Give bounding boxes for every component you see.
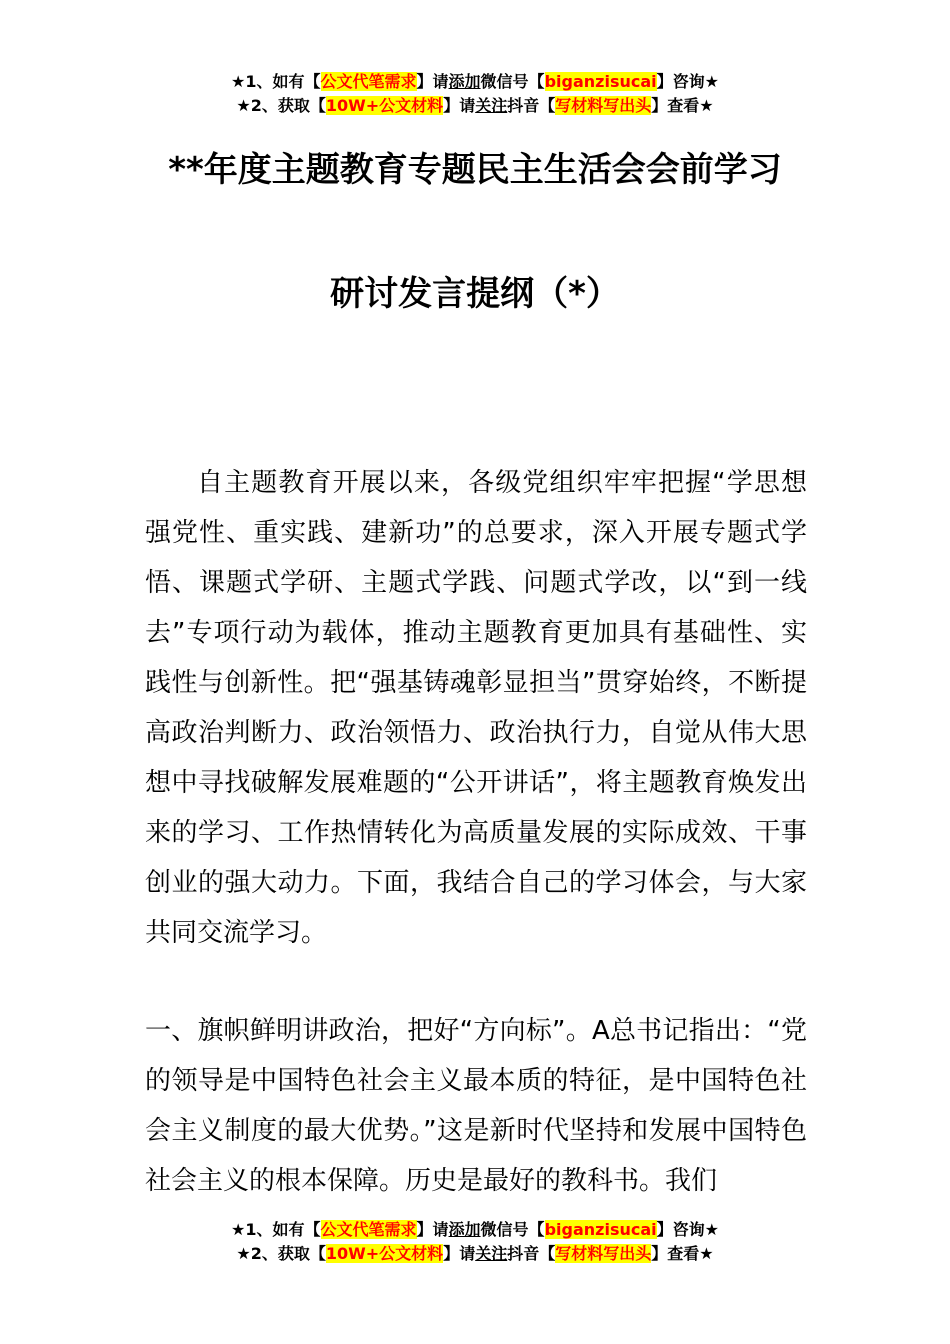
header-promo-line-2	[0, 94, 950, 118]
promo-underlined-text: 添加	[448, 1220, 481, 1239]
document-body	[145, 458, 807, 958]
promo-text: ★2、获取【	[236, 1244, 326, 1263]
promo-highlight-douyin: 写材料写出头	[555, 1244, 652, 1263]
promo-text: 】查看★	[651, 96, 714, 115]
footer-promo	[0, 1218, 950, 1266]
footer-promo-line-1	[0, 1218, 950, 1242]
promo-highlight-wechat-id: biganzisucai	[544, 72, 657, 91]
promo-text: 】咨询★	[656, 1220, 719, 1239]
promo-text: ★2、获取【	[236, 96, 326, 115]
promo-text: 】请	[443, 96, 476, 115]
document-body-section	[145, 1006, 807, 1206]
document-title-line-2: 研讨发言提纲（*）	[330, 274, 620, 314]
promo-highlight-materials: 10W+公文材料	[325, 1244, 444, 1263]
body-paragraph-intro: 自主题教育开展以来，各级党组织牢牢把握“学思想强党性、重实践、建新功”的总要求，深入开展专题式学悟、课题式学研、主题式学践、问题式学改，以“到一线去”专项行动为载体，推动主题教育更加具有基础性、实践性与创新性。把“强基铸魂彰显担当”贯穿始终，不断提高政治判断力、政治领悟力、政治执行力，自觉从伟大思想中寻找破解发展难题的“公开讲话”，将主题教育焕发出来的学习、工作热情转化为高质量发展的实际成效、干事创业的强大动力。下面，我结合自己的学习体会，与大家共同交流学习。	[145, 468, 807, 948]
promo-underlined-text: 添加	[448, 72, 481, 91]
promo-text: 】请	[443, 1244, 476, 1263]
promo-text: 微信号【	[480, 72, 545, 91]
promo-highlight-service: 公文代笔需求	[320, 72, 417, 91]
promo-underlined-text: 关注	[475, 96, 508, 115]
promo-underlined-text: 关注	[475, 1244, 508, 1263]
promo-text: ★1、如有【	[231, 72, 321, 91]
promo-text: 】查看★	[651, 1244, 714, 1263]
promo-highlight-service: 公文代笔需求	[320, 1220, 417, 1239]
promo-text: 】咨询★	[656, 72, 719, 91]
promo-highlight-materials: 10W+公文材料	[325, 96, 444, 115]
promo-text: 抖音【	[507, 1244, 556, 1263]
document-title-line-1: **年度主题教育专题民主生活会会前学习	[168, 150, 782, 190]
header-promo-line-1	[0, 70, 950, 94]
promo-highlight-wechat-id: biganzisucai	[544, 1220, 657, 1239]
promo-text: 微信号【	[480, 1220, 545, 1239]
footer-promo-line-2	[0, 1242, 950, 1266]
promo-text: ★1、如有【	[231, 1220, 321, 1239]
promo-text: 】请	[416, 1220, 449, 1239]
promo-text: 】请	[416, 72, 449, 91]
promo-highlight-douyin: 写材料写出头	[555, 96, 652, 115]
promo-text: 抖音【	[507, 96, 556, 115]
header-promo	[0, 70, 950, 118]
body-paragraph-section-1: 一、旗帜鲜明讲政治，把好“方向标”。A总书记指出：“党的领导是中国特色社会主义最本质的特征，是中国特色社会主义制度的最大优势。”这是新时代坚持和发展中国特色社会主义的根本保障。历史是最好的教科书。我们	[145, 1016, 807, 1196]
